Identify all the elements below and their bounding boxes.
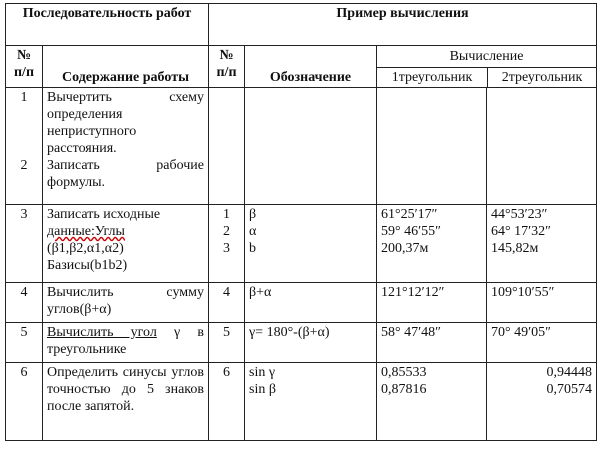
num-header: № п/п xyxy=(6,46,43,88)
item-nums: 1 2 3 xyxy=(209,205,245,283)
row-content: Записать исходные данные:Углы (β1,β2,α1,α2) Базисы(b1b2) xyxy=(43,205,209,283)
task-text: Вычертить схему определения неприступного расстояния. xyxy=(47,90,204,156)
designations: β α b xyxy=(245,205,377,283)
tri2-values: 44°53′23″ 64° 17′32″ 145,82м xyxy=(487,205,597,283)
row-content: Определить синусы углов точностью до 5 знаков после запятой. xyxy=(43,363,209,441)
tri1-header: 1треугольник xyxy=(377,68,488,87)
item-num: 6 xyxy=(209,363,245,441)
tri2-header: 2треугольник xyxy=(501,70,583,85)
row-num: 1 2 xyxy=(6,88,43,205)
task-text: Записать рабочие формулы. xyxy=(47,158,204,190)
tri1-values: 61°25′17″ 59° 46′55″ 200,37м xyxy=(377,205,487,283)
row-content: Вычислить сумму углов(β+α) xyxy=(43,283,209,323)
tri2-values: 0,94448 0,70574 xyxy=(487,363,597,441)
left-title: Последовательность работ xyxy=(6,4,209,46)
subheader-row xyxy=(6,46,597,88)
table-row xyxy=(6,205,597,283)
document xyxy=(5,3,597,441)
table-row xyxy=(6,363,597,441)
designation-header: Обозначение xyxy=(245,46,377,88)
row-num: 4 xyxy=(6,283,43,323)
tri2-value: 109°10′55″ xyxy=(487,283,597,323)
row-num: 3 xyxy=(6,205,43,283)
tri2-value: 70° 49′05″ xyxy=(487,323,597,363)
right-title: Пример вычисления xyxy=(209,4,597,46)
calc-header xyxy=(377,46,597,88)
row-num: 5 xyxy=(6,323,43,363)
designation: γ= 180°-(β+α) xyxy=(245,323,377,363)
designations: sin γ sin β xyxy=(245,363,377,441)
table-row xyxy=(6,283,597,323)
designation: β+α xyxy=(245,283,377,323)
header-row xyxy=(6,4,597,46)
item-num: 4 xyxy=(209,283,245,323)
procedure-table xyxy=(5,3,597,441)
calc-label: Вычисление xyxy=(377,46,596,68)
row-content: Вычислить угол γ в треугольнике xyxy=(43,323,209,363)
tri1-value: 58° 47′48″ xyxy=(377,323,487,363)
row-num: 6 xyxy=(6,363,43,441)
tri1-values: 0,85533 0,87816 xyxy=(377,363,487,441)
tri1-value: 121°12′12″ xyxy=(377,283,487,323)
table-row xyxy=(6,88,597,205)
table-row xyxy=(6,323,597,363)
content-header: Содержание работы xyxy=(43,46,209,88)
num2-header: № п/п xyxy=(209,46,245,88)
row-content xyxy=(43,88,209,205)
item-num: 5 xyxy=(209,323,245,363)
